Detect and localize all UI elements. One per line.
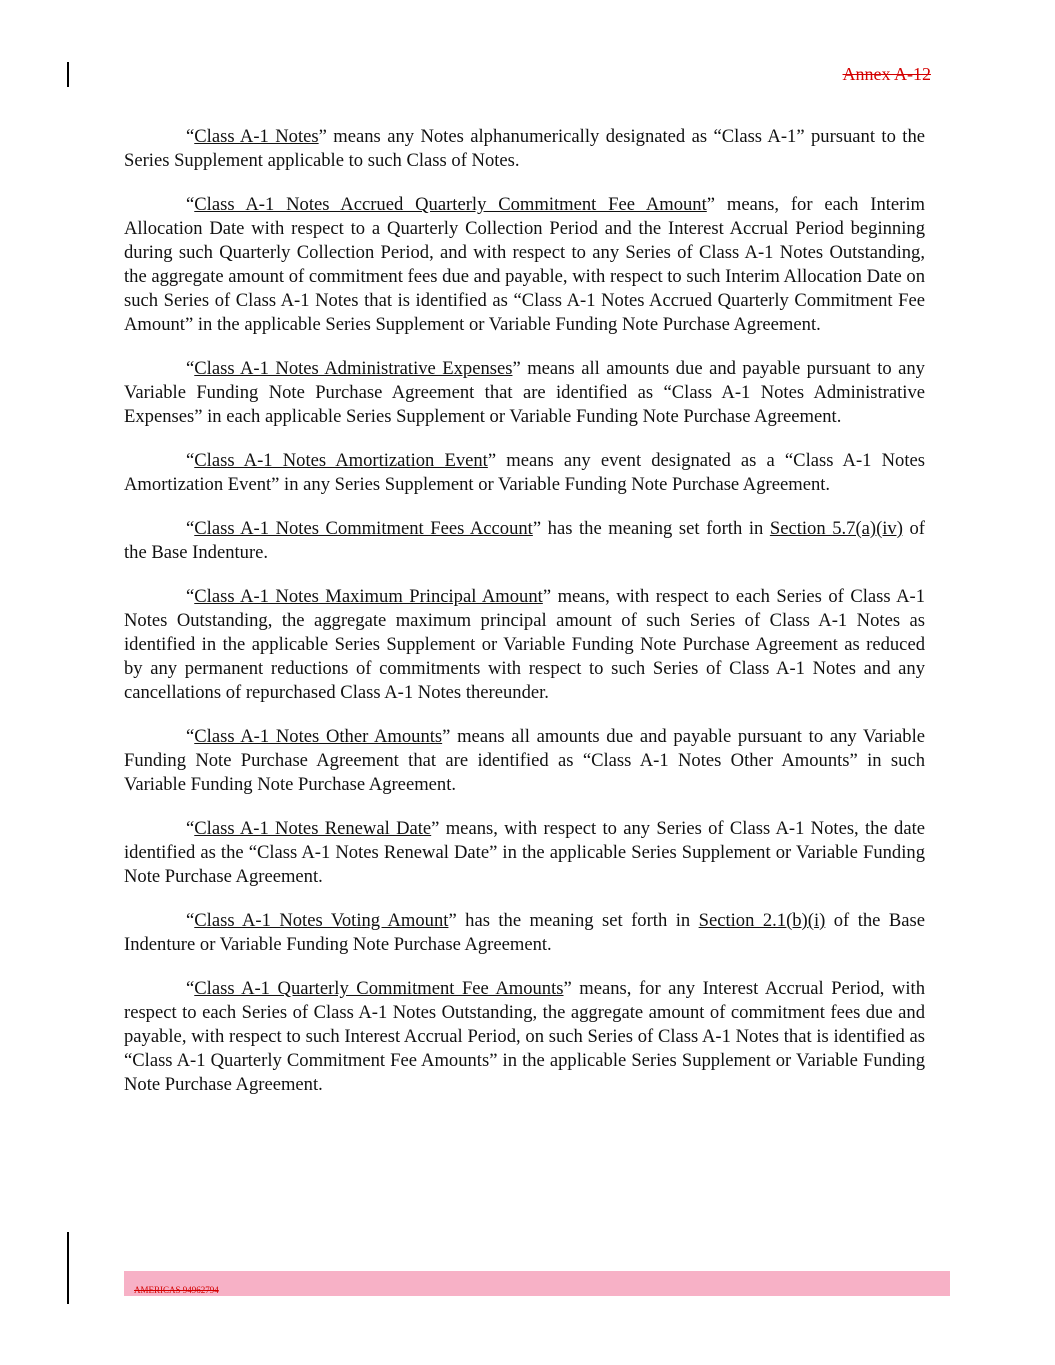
definition-text: ” has the meaning set forth in: [532, 518, 770, 539]
defined-term: Class A-1 Notes: [194, 126, 319, 147]
open-quote: “: [186, 586, 195, 607]
open-quote: “: [186, 450, 195, 471]
defined-term: Class A-1 Notes Commitment Fees Account: [194, 518, 533, 539]
definition-paragraph: [124, 909, 925, 957]
definition-paragraph: [124, 725, 925, 797]
open-quote: “: [186, 126, 195, 147]
definition-paragraph: [124, 357, 925, 429]
definition-text: ” means all amounts due and payable pursuant to any Variable Funding Note Purchase Agreement that are identified as “Class A-1 Notes Other Amounts” in such Variable Funding Note Purchase Agreement.: [124, 726, 925, 795]
definition-text: ” means any event designated as a “Class A-1 Notes Amortization Event” in any Series Supplement or Variable Funding Note Purchase Agreement.: [124, 450, 925, 495]
open-quote: “: [186, 726, 195, 747]
definition-paragraph: [124, 817, 925, 889]
defined-term: Class A-1 Notes Voting Amount: [194, 910, 449, 931]
annex-page-label: Annex A-12: [842, 64, 931, 84]
defined-term: Class A-1 Notes Administrative Expenses: [194, 358, 513, 379]
defined-term: Class A-1 Notes Maximum Principal Amount: [194, 586, 543, 607]
definition-text: ” means, for any Interest Accrual Period, with respect to each Series of Class A-1 Notes Outstanding, the aggregate amount of commitment fees due and payable, with respect to such Interest Accrual Period, on such Series of Class A-1 Notes that is identified as “Class A-1 Quarterly Commitment Fee Amounts” in the applicable Series Supplement or Variable Funding Note Purchase Agreement.: [124, 978, 925, 1095]
footer-highlight: [124, 1271, 950, 1296]
open-quote: “: [186, 194, 195, 215]
definition-text: ” means, for each Interim Allocation Date with respect to a Quarterly Collection Period and the Interest Accrual Period beginning during such Quarterly Collection Period, and with respect to any Series of Class A-1 Notes Outstanding, the aggregate amount of commitment fees due and payable, with respect to such Interim Allocation Date on such Series of Class A-1 Notes that is identified as “Class A-1 Notes Accrued Quarterly Commitment Fee Amount” in the applicable Series Supplement or Variable Funding Note Purchase Agreement.: [124, 194, 925, 335]
defined-term: Class A-1 Notes Other Amounts: [194, 726, 443, 747]
definition-text: ” has the meaning set forth in: [448, 910, 699, 931]
open-quote: “: [186, 818, 195, 839]
definition-paragraph: [124, 517, 925, 565]
defined-term: Class A-1 Notes Amortization Event: [194, 450, 488, 471]
section-cross-reference[interactable]: Section 5.7(a)(iv): [769, 518, 903, 539]
open-quote: “: [186, 358, 195, 379]
defined-term: Class A-1 Quarterly Commitment Fee Amounts: [194, 978, 564, 999]
open-quote: “: [186, 978, 195, 999]
definition-paragraph: [124, 977, 925, 1097]
definition-paragraph: [124, 193, 925, 337]
footer-document-id: AMERICAS 94962794: [134, 1285, 219, 1295]
definition-paragraph: [124, 125, 925, 173]
definition-text: ” means any Notes alphanumerically designated as “Class A-1” pursuant to the Series Supplement applicable to such Class of Notes.: [124, 126, 925, 171]
definition-text: ” means, with respect to each Series of Class A-1 Notes Outstanding, the aggregate maximum principal amount of such Series of Class A-1 Notes as identified in the applicable Series Supplement or Variable Funding Note Purchase Agreement as reduced by any permanent reductions of commitments with respect to such Series of Class A-1 Notes and any cancellations of repurchased Class A-1 Notes thereunder.: [124, 586, 926, 703]
definition-text-tail: of the Base Indenture.: [124, 518, 925, 563]
definition-paragraph: [124, 449, 925, 497]
definition-paragraph: [124, 585, 925, 705]
definitions-body: [124, 125, 925, 1117]
section-cross-reference[interactable]: Section 2.1(b)(i): [698, 910, 826, 931]
defined-term: Class A-1 Notes Renewal Date: [194, 818, 432, 839]
change-bar-bottom: [67, 1232, 69, 1304]
defined-term: Class A-1 Notes Accrued Quarterly Commitment Fee Amount: [194, 194, 707, 215]
definition-text: ” means, with respect to any Series of Class A-1 Notes, the date identified as the “Class A-1 Notes Renewal Date” in the applicable Series Supplement or Variable Funding Note Purchase Agreement.: [124, 818, 925, 887]
open-quote: “: [186, 910, 195, 931]
change-bar-top: [67, 62, 69, 87]
open-quote: “: [186, 518, 195, 539]
definition-text-tail: of the Base Indenture or Variable Funding Note Purchase Agreement.: [124, 910, 925, 955]
definition-text: ” means all amounts due and payable pursuant to any Variable Funding Note Purchase Agreement that are identified as “Class A-1 Notes Administrative Expenses” in each applicable Series Supplement or Variable Funding Note Purchase Agreement.: [124, 358, 925, 427]
